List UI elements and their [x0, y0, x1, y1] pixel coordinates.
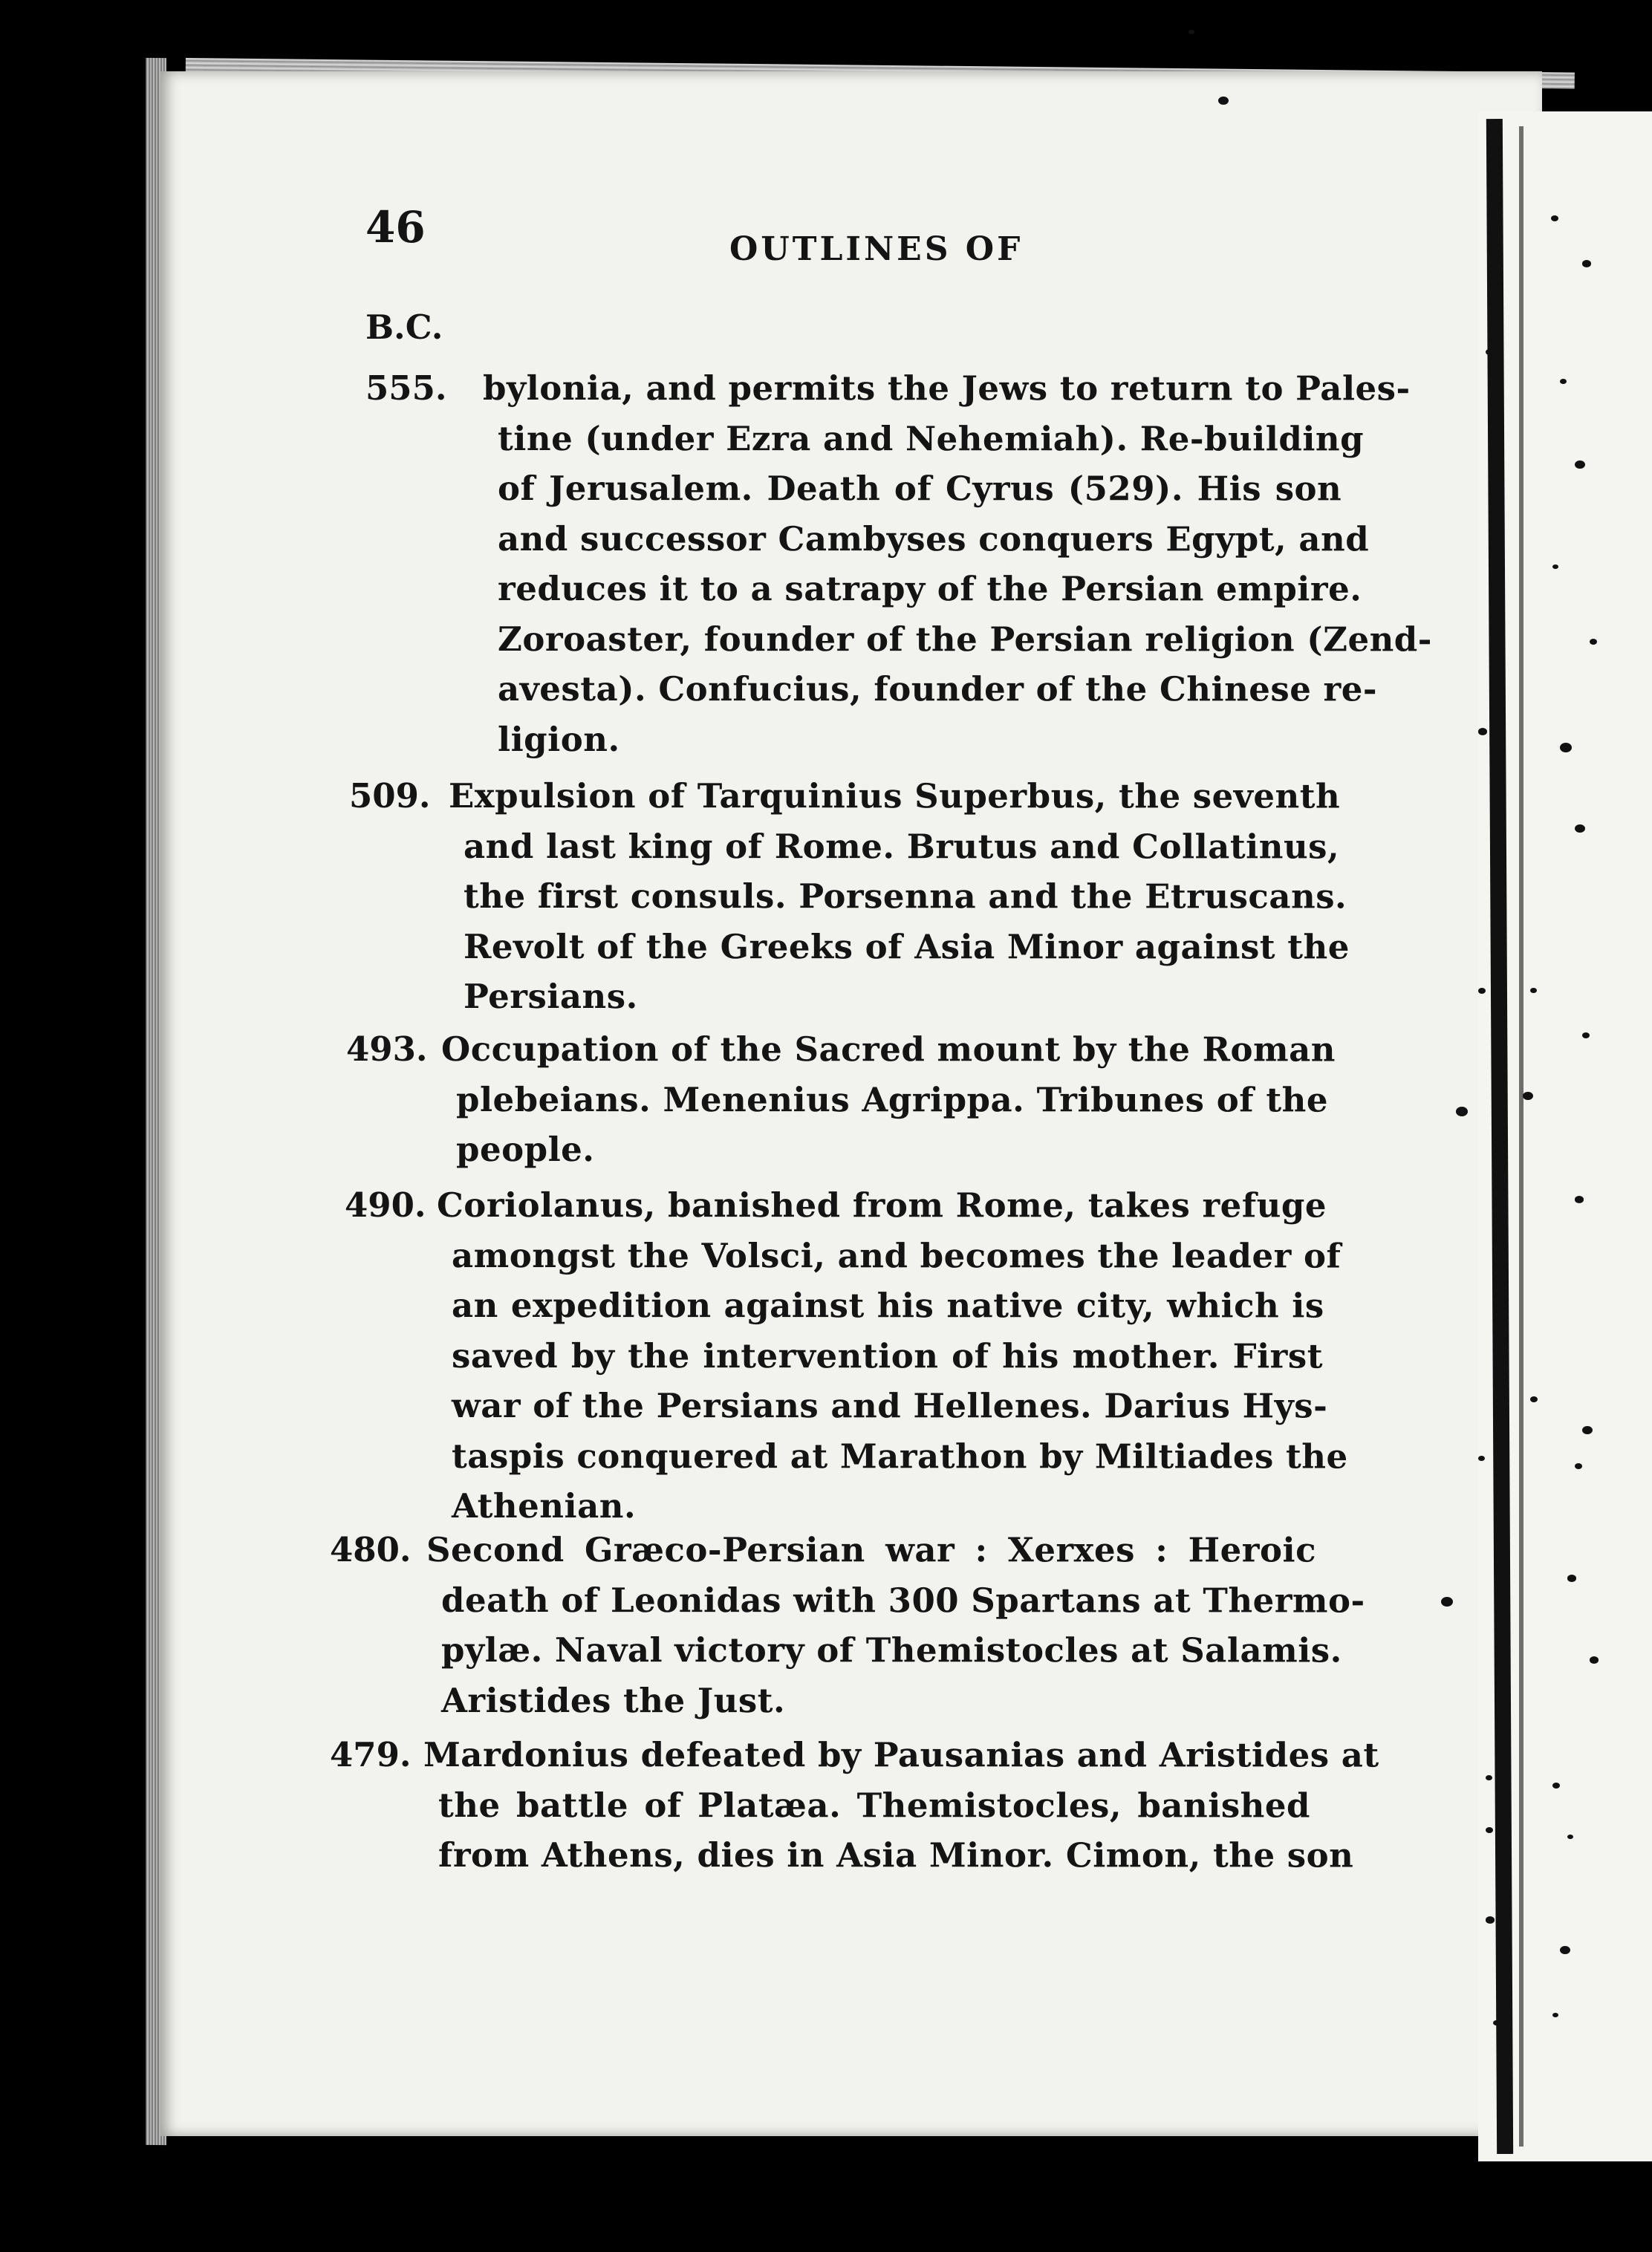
entry-text-line: Occupation of the Sacred mount by the Roman: [440, 1029, 1336, 1070]
entry-year: 480.: [330, 1530, 412, 1569]
entry-text-line: people.: [455, 1130, 595, 1170]
entry-text-line: Coriolanus, banished from Rome, takes refuge: [436, 1185, 1327, 1226]
entry-year: 509.: [349, 776, 431, 816]
entry-text-line: Revolt of the Greeks of Asia Minor against the: [463, 926, 1350, 966]
entry-text-line: Mardonius defeated by Pausanias and Aristides at: [423, 1735, 1379, 1775]
entry-text-line: and successor Cambyses conquers Egypt, and: [497, 518, 1370, 559]
entry-text-line: avesta). Confucius, founder of the Chinese re-: [497, 669, 1378, 709]
entry-text-line: an expedition against his native city, which is: [451, 1286, 1324, 1326]
entry-text-line: reduces it to a satrapy of the Persian empire.: [497, 569, 1362, 609]
page-number: 46: [365, 202, 426, 253]
entry-text-line: and last king of Rome. Brutus and Collatinus,: [463, 826, 1340, 866]
entry-text-line: Second Græco-Persian war : Xerxes : Heroic: [426, 1530, 1317, 1570]
entry-text-line: ligion.: [497, 719, 620, 759]
entry-text-line: amongst the Volsci, and becomes the leader of: [451, 1235, 1342, 1275]
entry-text-line: saved by the intervention of his mother. First: [451, 1335, 1324, 1376]
entry-text-line: Zoroaster, founder of the Persian religion (Zend-: [497, 619, 1432, 659]
entry-text-line: pylæ. Naval victory of Themistocles at Salamis.: [440, 1630, 1342, 1670]
entry-year: 479.: [330, 1735, 412, 1774]
entry-text-line: war of the Persians and Hellenes. Darius Hys-: [451, 1386, 1328, 1426]
entry-text-line: Persians.: [463, 977, 638, 1017]
running-head: OUTLINES OF: [729, 230, 1024, 268]
entry-text-line: plebeians. Menenius Agrippa. Tribunes of the: [455, 1079, 1329, 1119]
entry-text-line: taspis conquered at Marathon by Miltiades the: [451, 1436, 1348, 1476]
entry-text-line: from Athens, dies in Asia Minor. Cimon, the son: [438, 1835, 1354, 1875]
entry-text-line: death of Leonidas with 300 Spartans at Thermo-: [440, 1580, 1365, 1620]
era-label: B.C.: [365, 307, 443, 347]
entry-text-line: of Jerusalem. Death of Cyrus (529). His son: [497, 469, 1342, 509]
entry-text-line: tine (under Ezra and Nehemiah). Re-building: [497, 418, 1365, 458]
entry-text-line: Expulsion of Tarquinius Superbus, the seventh: [448, 776, 1341, 816]
entry-text-line: Aristides the Just.: [440, 1680, 786, 1720]
entry-text-line: the first consuls. Porsenna and the Etruscans.: [463, 876, 1347, 917]
entry-year: 493.: [346, 1029, 428, 1069]
entry-text-line: the battle of Platæa. Themistocles, banished: [438, 1785, 1311, 1825]
entry-text-line: bylonia, and permits the Jews to return to Pales-: [482, 368, 1411, 409]
entry-year: 555.: [365, 368, 447, 408]
entry-text-line: Athenian.: [451, 1486, 637, 1526]
entry-year: 490.: [345, 1185, 426, 1225]
